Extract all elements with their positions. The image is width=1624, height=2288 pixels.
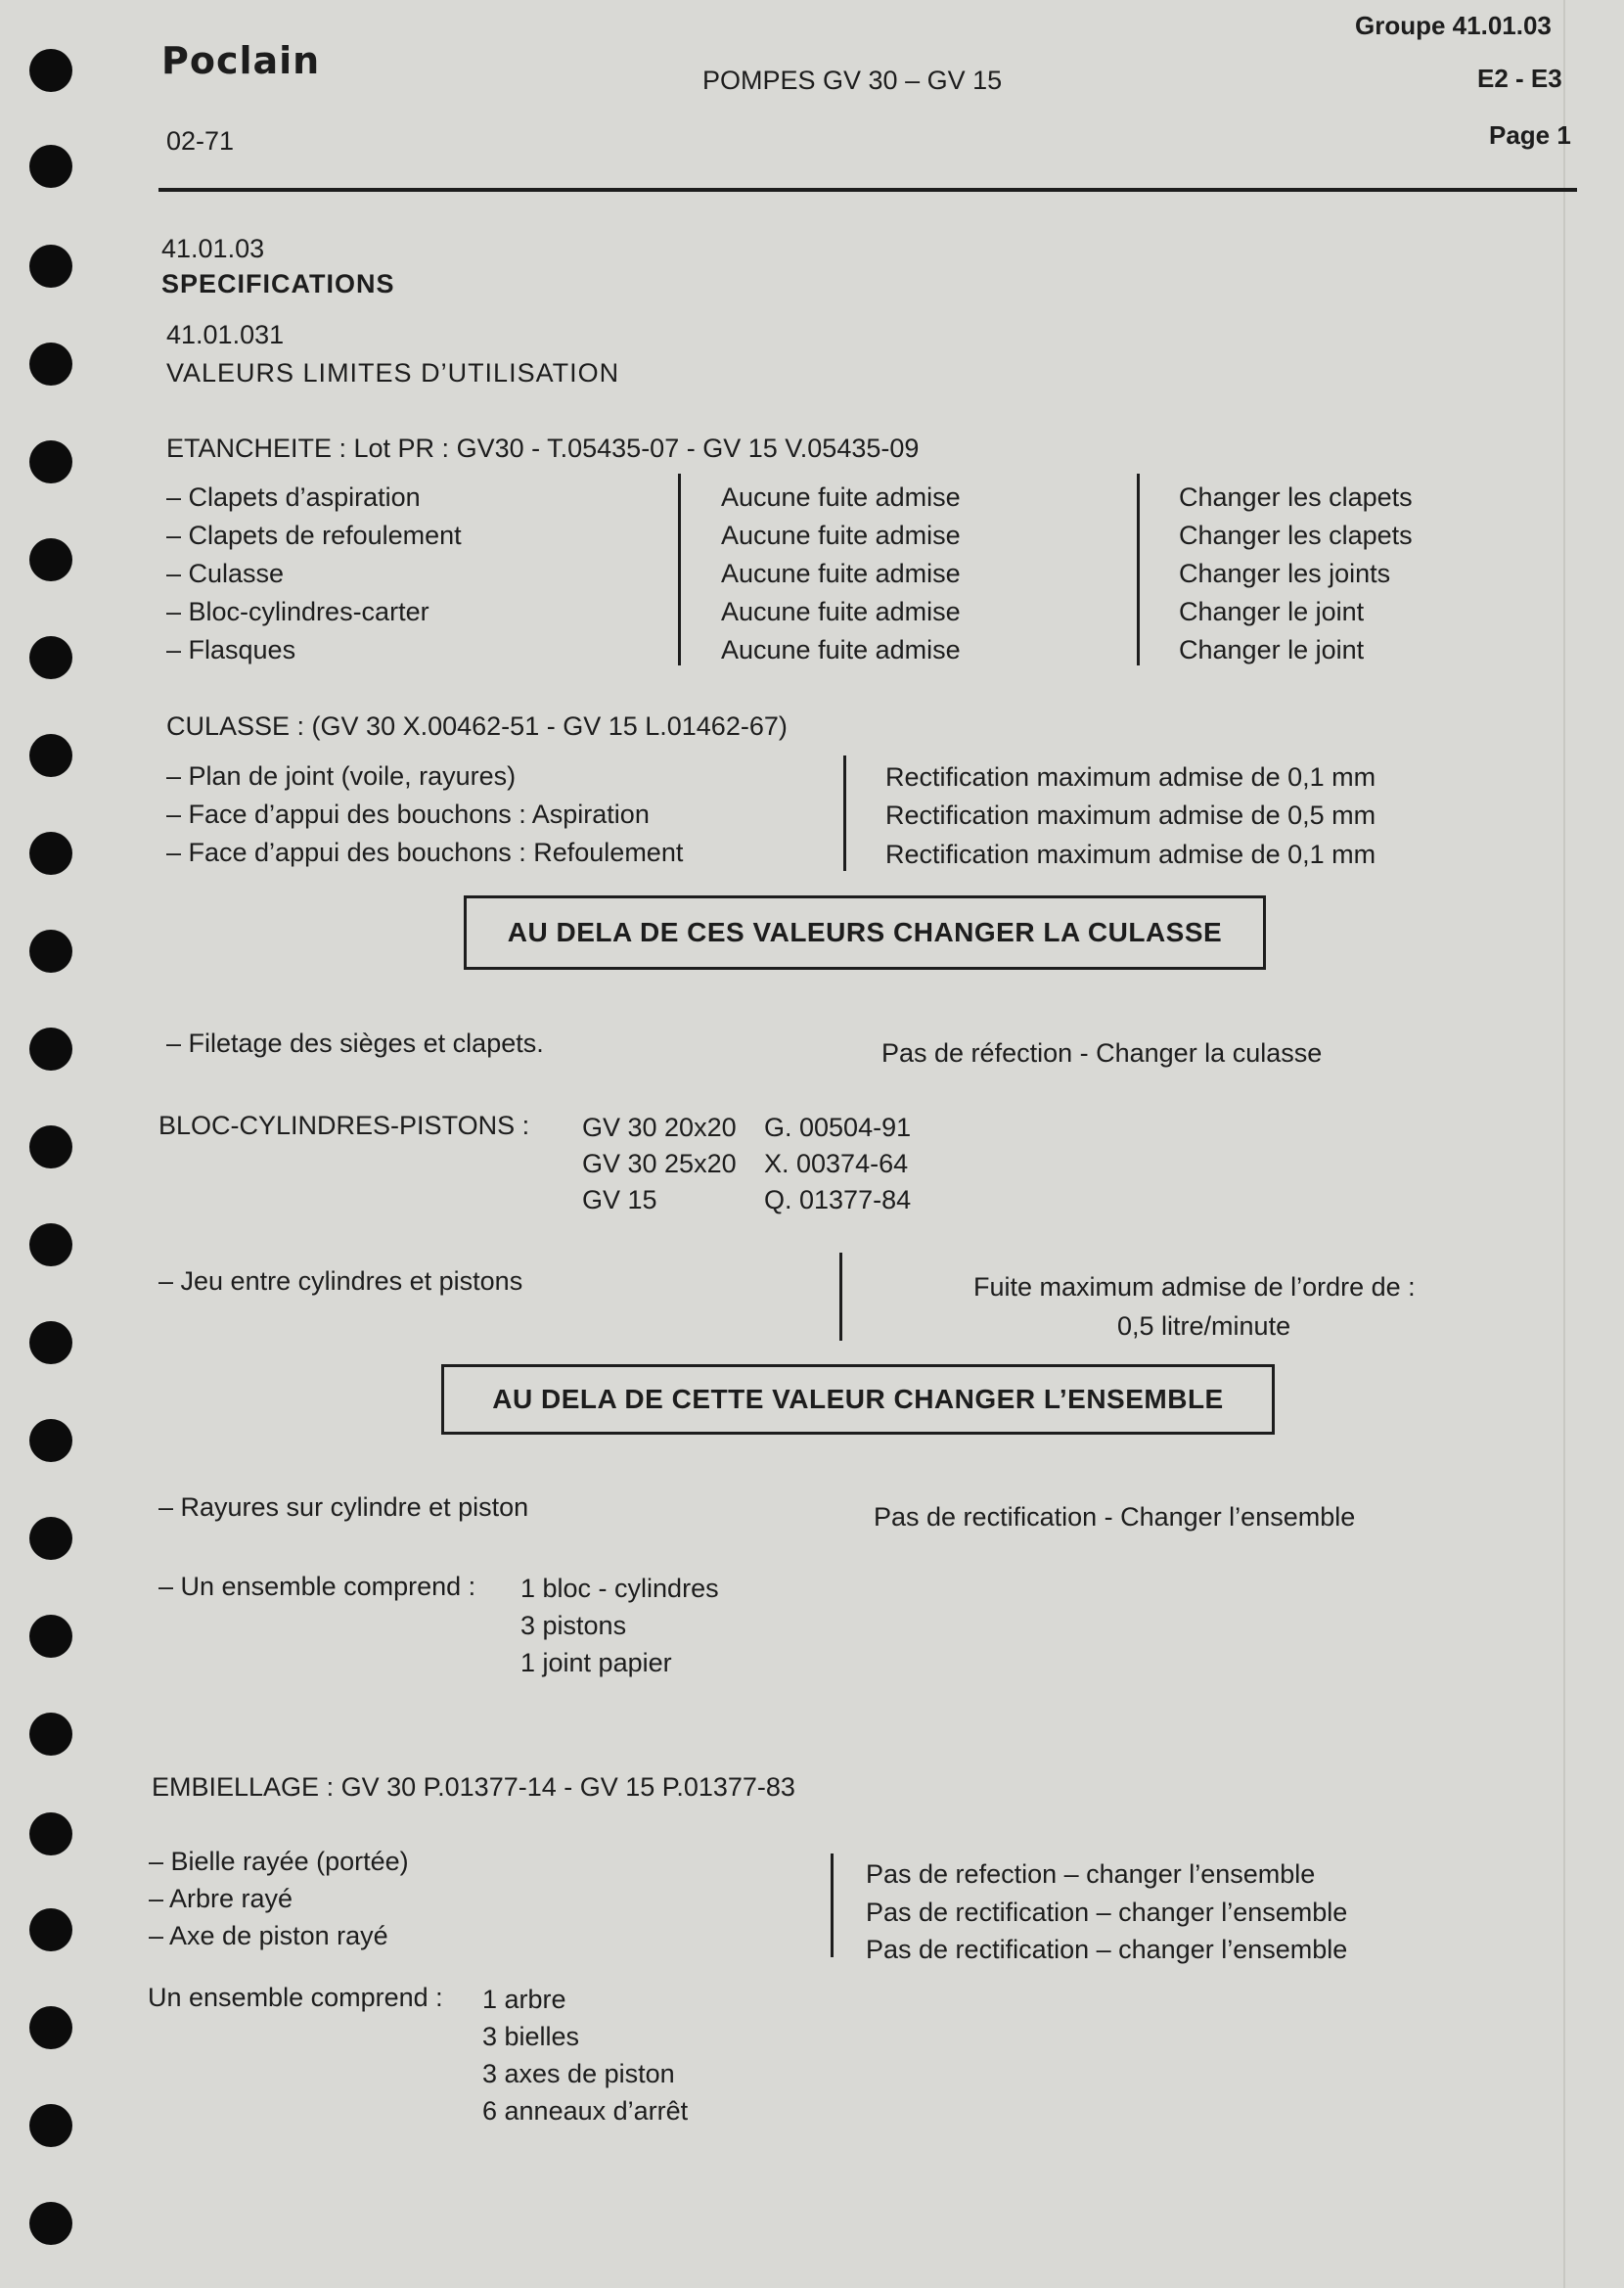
- binder-hole: [29, 145, 72, 188]
- binder-hole: [29, 343, 72, 386]
- binder-hole: [29, 2006, 72, 2049]
- binder-hole: [29, 734, 72, 777]
- binder-hole: [29, 440, 72, 483]
- rayures-item: – Rayures sur cylindre et piston: [158, 1492, 529, 1522]
- list-item: 3 axes de piston: [482, 2059, 675, 2088]
- company-logo: Poclain: [161, 39, 321, 82]
- bloc-model: GV 30 25x20: [582, 1149, 737, 1178]
- bloc-warning-text: AU DELA DE CETTE VALEUR CHANGER L’ENSEMBLE: [492, 1384, 1224, 1414]
- etancheite-item: – Flasques: [166, 635, 296, 664]
- culasse-warning-box: [464, 895, 1266, 970]
- filetage-item: – Filetage des sièges et clapets.: [166, 1029, 544, 1058]
- header-divider: [158, 188, 1577, 192]
- etancheite-limit: Aucune fuite admise: [721, 559, 961, 588]
- etancheite-action: Changer les joints: [1179, 559, 1391, 588]
- binder-hole: [29, 2202, 72, 2245]
- etancheite-limit: Aucune fuite admise: [721, 482, 961, 512]
- binder-hole: [29, 1125, 72, 1168]
- etancheite-action: Changer le joint: [1179, 597, 1365, 626]
- binder-hole: [29, 1812, 72, 1855]
- binder-hole: [29, 1615, 72, 1658]
- culasse-limit: Rectification maximum admise de 0,1 mm: [885, 840, 1376, 869]
- subsection-number: 41.01.031: [166, 320, 285, 349]
- column-divider: [678, 474, 681, 665]
- binder-hole: [29, 1713, 72, 1756]
- section-number: 41.01.03: [161, 234, 265, 263]
- etancheite-action: Changer les clapets: [1179, 521, 1413, 550]
- binder-hole: [29, 538, 72, 581]
- jeu-item: – Jeu entre cylindres et pistons: [158, 1266, 523, 1296]
- column-divider: [831, 1853, 834, 1957]
- etancheite-action: Changer le joint: [1179, 635, 1365, 664]
- culasse-warning-text: AU DELA DE CES VALEURS CHANGER LA CULASSE: [507, 917, 1223, 947]
- etancheite-limit: Aucune fuite admise: [721, 597, 961, 626]
- embiellage-item: – Axe de piston rayé: [149, 1921, 388, 1950]
- binder-hole: [29, 1908, 72, 1951]
- etancheite-heading: ETANCHEITE : Lot PR : GV30 - T.05435-07 - GV 15 V.05435-09: [166, 434, 920, 463]
- bloc-ensemble-label: – Un ensemble comprend :: [158, 1572, 476, 1601]
- binder-hole: [29, 1321, 72, 1364]
- column-divider: [843, 755, 846, 871]
- etancheite-action: Changer les clapets: [1179, 482, 1413, 512]
- list-item: 3 pistons: [520, 1611, 627, 1640]
- binder-hole: [29, 930, 72, 973]
- culasse-limit: Rectification maximum admise de 0,1 mm: [885, 762, 1376, 792]
- list-item: 3 bielles: [482, 2022, 580, 2051]
- column-divider: [1137, 474, 1140, 665]
- column-divider: [839, 1253, 842, 1341]
- binder-hole: [29, 1223, 72, 1266]
- culasse-item: – Face d’appui des bouchons : Refoulement: [166, 838, 684, 867]
- embiellage-action: Pas de refection – changer l’ensemble: [866, 1859, 1316, 1889]
- etancheite-limit: Aucune fuite admise: [721, 635, 961, 664]
- binder-hole: [29, 832, 72, 875]
- group-number: Groupe 41.01.03: [1355, 11, 1552, 40]
- binder-hole: [29, 636, 72, 679]
- rayures-action: Pas de rectification - Changer l’ensemble: [874, 1502, 1356, 1532]
- binder-hole: [29, 1419, 72, 1462]
- filetage-action: Pas de réfection - Changer la culasse: [881, 1038, 1323, 1068]
- binder-hole: [29, 49, 72, 92]
- subsection-title: VALEURS LIMITES D’UTILISATION: [166, 358, 620, 388]
- section-title: SPECIFICATIONS: [161, 269, 395, 298]
- jeu-limit-value: 0,5 litre/minute: [1117, 1311, 1291, 1341]
- bloc-warning-box: [441, 1364, 1275, 1435]
- binder-hole: [29, 245, 72, 288]
- bloc-model: GV 15: [582, 1185, 657, 1214]
- culasse-limit: Rectification maximum admise de 0,5 mm: [885, 801, 1376, 830]
- embiellage-item: – Bielle rayée (portée): [149, 1847, 409, 1876]
- etancheite-item: – Clapets d’aspiration: [166, 482, 421, 512]
- binder-hole: [29, 1028, 72, 1071]
- culasse-item: – Face d’appui des bouchons : Aspiration: [166, 800, 650, 829]
- page-edge: [1563, 0, 1565, 2288]
- etancheite-limit: Aucune fuite admise: [721, 521, 961, 550]
- etancheite-item: – Bloc-cylindres-carter: [166, 597, 429, 626]
- reference-code: E2 - E3: [1477, 64, 1562, 93]
- bloc-reference: Q. 01377-84: [764, 1185, 912, 1214]
- list-item: 6 anneaux d’arrêt: [482, 2096, 689, 2126]
- page-number: Page 1: [1489, 120, 1571, 150]
- bloc-heading: BLOC-CYLINDRES-PISTONS :: [158, 1111, 530, 1140]
- list-item: 1 joint papier: [520, 1648, 672, 1677]
- list-item: 1 bloc - cylindres: [520, 1574, 719, 1603]
- embiellage-item: – Arbre rayé: [149, 1884, 293, 1913]
- embiellage-action: Pas de rectification – changer l’ensemble: [866, 1935, 1348, 1964]
- embiellage-ensemble-label: Un ensemble comprend :: [148, 1983, 443, 2012]
- binder-hole: [29, 1517, 72, 1560]
- bloc-reference: X. 00374-64: [764, 1149, 909, 1178]
- etancheite-item: – Clapets de refoulement: [166, 521, 462, 550]
- document-title: POMPES GV 30 – GV 15: [702, 66, 1003, 95]
- culasse-item: – Plan de joint (voile, rayures): [166, 761, 517, 791]
- etancheite-item: – Culasse: [166, 559, 285, 588]
- embiellage-action: Pas de rectification – changer l’ensemble: [866, 1898, 1348, 1927]
- list-item: 1 arbre: [482, 1985, 566, 2014]
- binder-hole: [29, 2104, 72, 2147]
- culasse-heading: CULASSE : (GV 30 X.00462-51 - GV 15 L.01462-67): [166, 711, 788, 741]
- document-date: 02-71: [166, 126, 235, 156]
- bloc-reference: G. 00504-91: [764, 1113, 912, 1142]
- bloc-model: GV 30 20x20: [582, 1113, 737, 1142]
- jeu-limit: Fuite maximum admise de l’ordre de :: [973, 1272, 1416, 1302]
- embiellage-heading: EMBIELLAGE : GV 30 P.01377-14 - GV 15 P.01377-83: [152, 1772, 795, 1802]
